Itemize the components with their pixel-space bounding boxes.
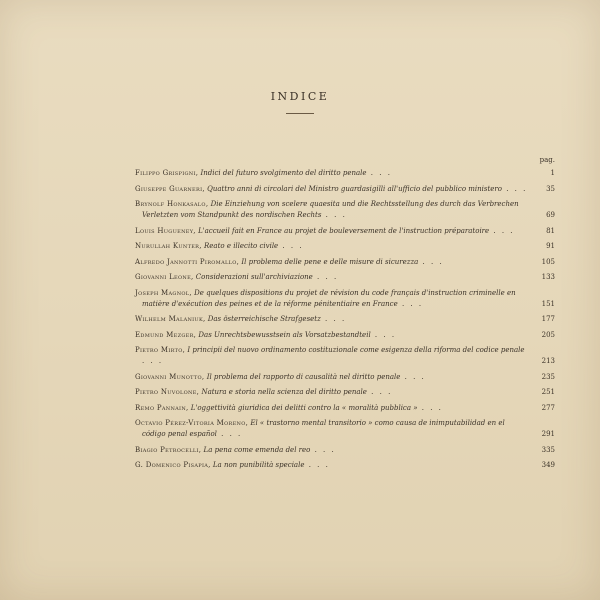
toc-title: Indici del futuro svolgimento del diritto penale	[200, 169, 367, 177]
toc-author: Filippo Grispigni,	[135, 169, 199, 177]
toc-entry: Louis Hugueney, L'accueil fait en France au projet de bouleversement de l'instruction préparatoire . . . 81	[135, 226, 555, 235]
toc-entry: Joseph Magnol, De quelques dispositions du projet de révision du code français d'instruction criminelle en matière d'exécution des peines et de la réforme pénitentiaire en France . . . 151	[135, 288, 555, 308]
toc-title: Reato e illecito civile	[203, 242, 279, 250]
toc-entry: Alfredo Jannotti Piromallo, Il problema delle pene e delle misure di sicurezza . . . 105	[135, 257, 555, 266]
toc-page-number: 251	[541, 388, 555, 396]
toc-title: Quattro anni di circolari del Ministro guardasigilli all'ufficio del pubblico ministero	[207, 184, 502, 193]
toc-author: Brynolf Honkasalo,	[135, 200, 209, 208]
toc-title: L'accueil fait en France au projet de bouleversement de l'instruction préparatoire	[198, 226, 490, 235]
toc-title: El « trastorno mental transitorio » como causa de inimputabilidad en el código penal español	[142, 419, 505, 438]
toc-author: G. Domenico Pisapia,	[135, 461, 211, 469]
toc-author: Remo Pannain,	[135, 403, 189, 412]
toc-title: Considerazioni sull'archiviazione	[195, 273, 313, 281]
toc-page-number: 81	[546, 226, 555, 235]
toc-page-number: 105	[541, 257, 555, 266]
toc-title: I principii del nuovo ordinamento costituzionale come esigenza della riforma del codice penale	[187, 346, 525, 354]
toc-entry: Wilhelm Malaniuk, Das österreichische Strafgesetz . . . 177	[135, 315, 555, 323]
toc-page-number: 177	[541, 315, 555, 323]
toc-title: Il problema del rapporto di causalità nel diritto penale	[206, 372, 401, 381]
toc-page-number: 205	[541, 330, 555, 339]
toc-author: Pietro Nuvolone,	[135, 388, 200, 396]
toc-entry: Giuseppe Guarneri, Quattro anni di circolari del Ministro guardasigilli all'ufficio del pubblico ministero . . . 35	[135, 184, 555, 193]
toc-title: De quelques dispositions du projet de révision du code français d'instruction criminelle en matière d'exécution des peines et de la réforme pénitentiaire en France	[142, 288, 516, 308]
toc-entry: Giovanni Leone, Considerazioni sull'archiviazione . . . 133	[135, 273, 555, 281]
toc-author: Octavio Pérez-Vitoria Moreno,	[135, 419, 249, 427]
toc-page-number: 335	[541, 445, 555, 454]
toc-page-number: 69	[546, 211, 555, 219]
toc-author: Giuseppe Guarneri,	[135, 184, 205, 193]
toc-entry: Pietro Nuvolone, Natura e storia nella scienza del diritto penale . . . 251	[135, 388, 555, 396]
toc-author: Pietro Mirto,	[135, 346, 186, 354]
toc-entry: Pietro Mirto, I principii del nuovo ordinamento costituzionale come esigenza della riforma del codice penale . . . 213	[135, 346, 555, 365]
toc-entry: Biagio Petrocelli, La pena come emenda del reo . . . 335	[135, 445, 555, 454]
toc-page-number: 35	[546, 184, 555, 193]
toc-entry: Filippo Grispigni, Indici del futuro svolgimento del diritto penale . . . 1	[135, 169, 555, 177]
toc-entry: Octavio Pérez-Vitoria Moreno, El « trastorno mental transitorio » como causa de inimputabilidad en el código penal español . . . 291	[135, 419, 555, 438]
toc-page-number: 1	[550, 169, 555, 177]
toc-entry: Nurullah Kunter, Reato e illecito civile . . . 91	[135, 242, 555, 250]
toc-page-number: 91	[546, 242, 555, 250]
toc-entry: G. Domenico Pisapia, La non punibilità speciale . . . 349	[135, 461, 555, 469]
toc-title: Die Einziehung von scelere quaesita und die Rechtsstellung des durch das Verbrechen Verletzten vom Standpunkt des nordischen Rechts	[142, 200, 519, 219]
toc-title: Das österreichische Strafgesetz	[207, 315, 321, 323]
toc-page-number: 291	[541, 430, 555, 438]
toc-author: Giovanni Munotto,	[135, 372, 205, 381]
toc-author: Louis Hugueney,	[135, 226, 196, 235]
toc-page-number: 277	[541, 403, 555, 412]
toc-author: Edmund Mezger,	[135, 330, 197, 339]
toc-author: Giovanni Leone,	[135, 273, 194, 281]
page-column-label: pag.	[539, 156, 555, 164]
page-title: INDICE	[270, 90, 330, 103]
toc-page-number: 349	[541, 461, 555, 469]
toc-page-number: 235	[541, 372, 555, 381]
table-of-contents	[135, 168, 555, 476]
toc-page-number: 133	[541, 273, 555, 281]
toc-title: L'oggettività giuridica dei delitti contro la « moralità pubblica »	[190, 403, 418, 412]
toc-title: Natura e storia nella scienza del diritto penale	[201, 388, 367, 396]
toc-title: Das Unrechtsbewusstsein als Vorsatzbestandteil	[198, 330, 371, 339]
toc-title: Il problema delle pene e delle misure di sicurezza	[241, 257, 419, 266]
toc-author: Wilhelm Malaniuk,	[135, 315, 206, 323]
toc-entry: Edmund Mezger, Das Unrechtsbewusstsein als Vorsatzbestandteil . . . 205	[135, 330, 555, 339]
toc-title: La pena come emenda del reo	[203, 445, 311, 454]
toc-page-number: 213	[541, 357, 555, 365]
toc-title: La non punibilità speciale	[212, 461, 305, 469]
title-rule	[286, 113, 314, 114]
toc-author: Joseph Magnol,	[135, 288, 192, 297]
toc-entry: Brynolf Honkasalo, Die Einziehung von scelere quaesita und die Rechtsstellung des durch das Verbrechen Verletzten vom Standpunkt des nordischen Rechts . . . 69	[135, 200, 555, 219]
toc-entry: Remo Pannain, L'oggettività giuridica dei delitti contro la « moralità pubblica » . . . 277	[135, 403, 555, 412]
toc-author: Biagio Petrocelli,	[135, 445, 202, 454]
toc-entry: Giovanni Munotto, Il problema del rapporto di causalità nel diritto penale . . . 235	[135, 372, 555, 381]
toc-author: Nurullah Kunter,	[135, 242, 202, 250]
toc-page-number: 151	[541, 299, 555, 308]
toc-author: Alfredo Jannotti Piromallo,	[135, 257, 240, 266]
